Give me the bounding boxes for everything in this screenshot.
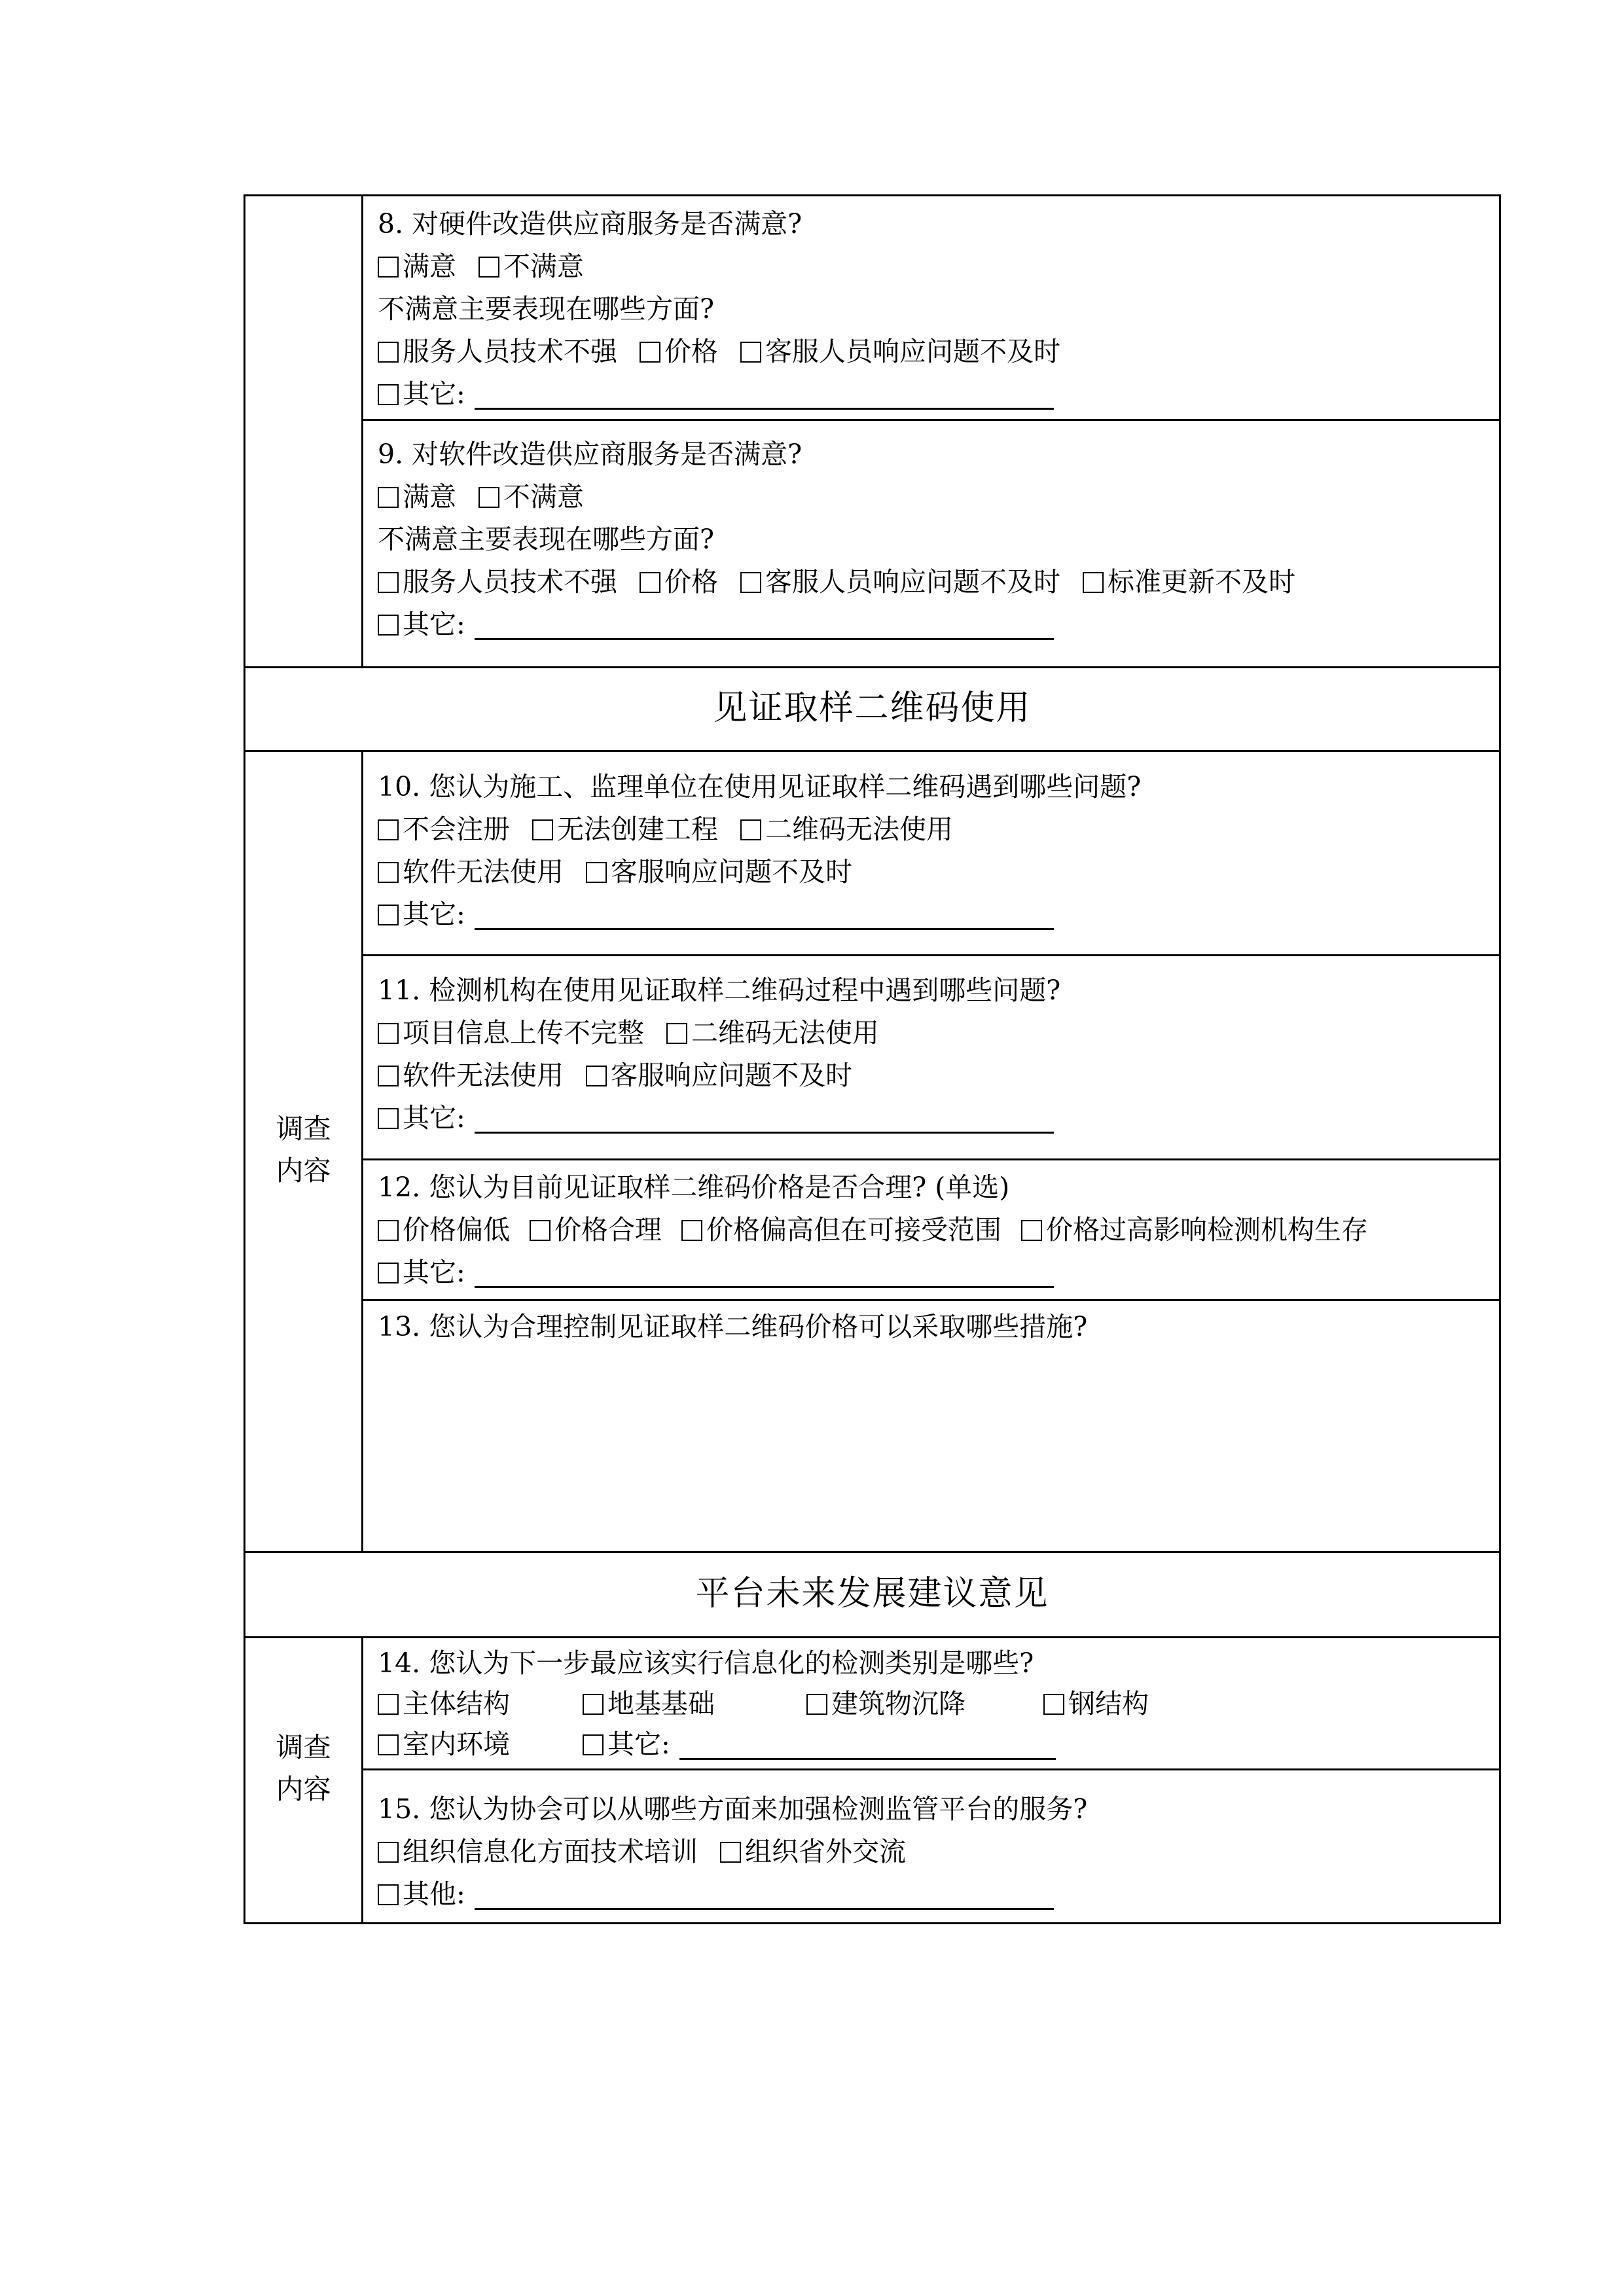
checkbox[interactable] [806,1694,827,1715]
option-customer-service[interactable]: 客服人员响应问题不及时 [740,561,1060,603]
checkbox[interactable] [478,257,499,278]
checkbox[interactable] [378,572,399,593]
option-other[interactable]: 其它: [378,373,1054,416]
checkbox[interactable] [378,615,399,636]
question-text: 13. 您认为合理控制见证取样二维码价格可以采取哪些措施? [378,1311,1088,1342]
checkbox[interactable] [378,862,399,883]
checkbox[interactable] [640,572,660,593]
row-divider [361,1158,1499,1160]
column-divider [361,196,363,666]
checkbox[interactable] [378,905,399,925]
row-divider [361,419,1499,421]
question-15 [378,1788,1486,1916]
option-standard-update[interactable]: 标准更新不及时 [1083,561,1295,603]
checkbox[interactable] [586,862,607,883]
checkbox[interactable] [378,1694,399,1715]
option-indoor-environment[interactable]: 室内环境 [378,1724,510,1765]
checkbox[interactable] [666,1023,687,1044]
checkbox[interactable] [740,342,761,363]
row-divider [361,1299,1499,1301]
checkbox[interactable] [1043,1694,1064,1715]
option-price-high-acceptable[interactable]: 价格偏高但在可接受范围 [681,1209,1001,1251]
row-divider [245,750,1499,752]
option-exchange[interactable]: 组织省外交流 [720,1831,906,1873]
option-create-project[interactable]: 无法创建工程 [532,808,718,851]
section-title-future: 平台未来发展建议意见 [695,1574,1049,1613]
other-input-line[interactable] [475,1257,1054,1288]
option-other[interactable]: 其它: [378,603,1054,646]
option-customer-service[interactable]: 客服人员响应问题不及时 [740,331,1060,373]
checkbox[interactable] [378,1263,399,1283]
option-other[interactable]: 其它: [378,1097,1054,1139]
checkbox[interactable] [378,1842,399,1863]
checkbox[interactable] [740,572,761,593]
option-price[interactable]: 价格 [640,331,718,373]
sub-question-text: 不满意主要表现在哪些方面? [378,293,714,325]
row-divider [245,1636,1499,1638]
checkbox[interactable] [478,487,499,508]
checkbox[interactable] [378,384,399,405]
other-input-line[interactable] [679,1729,1056,1760]
row-divider [361,954,1499,956]
checkbox[interactable] [740,819,761,840]
option-settlement[interactable]: 建筑物沉降 [806,1683,965,1724]
checkbox[interactable] [378,1220,399,1241]
checkbox[interactable] [378,342,399,363]
question-10 [378,766,1486,936]
option-foundation[interactable]: 地基基础 [583,1683,715,1724]
option-steel-structure[interactable]: 钢结构 [1043,1683,1149,1724]
checkbox[interactable] [378,1023,399,1044]
checkbox[interactable] [378,257,399,278]
checkbox[interactable] [1083,572,1104,593]
question-text: 8. 对硬件改造供应商服务是否满意? [378,208,803,240]
option-price-reasonable[interactable]: 价格合理 [530,1209,662,1251]
other-input-line[interactable] [475,1103,1054,1134]
checkbox[interactable] [1021,1220,1042,1241]
option-tech[interactable]: 服务人员技术不强 [378,561,617,603]
other-input-line[interactable] [475,899,1054,930]
option-software-unusable[interactable]: 软件无法使用 [378,1054,564,1097]
question-text: 10. 您认为施工、监理单位在使用见证取样二维码遇到哪些问题? [378,771,1142,802]
option-register[interactable]: 不会注册 [378,808,510,851]
option-unsatisfied[interactable]: 不满意 [478,476,584,518]
checkbox[interactable] [681,1220,702,1241]
side-label-survey-content: 调查 内容 [276,1731,331,1805]
question-14 [378,1643,1486,1765]
checkbox[interactable] [378,1108,399,1129]
checkbox[interactable] [530,1220,550,1241]
option-price[interactable]: 价格 [640,561,718,603]
survey-table [244,194,1501,1924]
option-price-low[interactable]: 价格偏低 [378,1209,510,1251]
option-other[interactable]: 其他: [378,1873,1054,1916]
checkbox[interactable] [532,819,553,840]
checkbox[interactable] [583,1694,604,1715]
option-customer-service[interactable]: 客服响应问题不及时 [586,1054,852,1097]
option-unsatisfied[interactable]: 不满意 [478,245,584,288]
option-customer-service[interactable]: 客服响应问题不及时 [586,851,852,893]
option-satisfied[interactable]: 满意 [378,476,456,518]
other-input-line[interactable] [475,1879,1054,1910]
column-divider [361,1636,363,1924]
option-satisfied[interactable]: 满意 [378,245,456,288]
row-divider [361,1768,1499,1770]
option-main-structure[interactable]: 主体结构 [378,1683,510,1724]
question-13 [378,1306,1486,1538]
sub-question-text: 不满意主要表现在哪些方面? [378,524,714,555]
checkbox[interactable] [378,487,399,508]
row-divider [245,1551,1499,1553]
checkbox[interactable] [378,1884,399,1905]
option-other[interactable]: 其它: [583,1724,1056,1765]
option-qr-unusable[interactable]: 二维码无法使用 [666,1012,879,1054]
checkbox[interactable] [586,1066,607,1086]
answer-area[interactable] [378,1348,1486,1538]
option-software-unusable[interactable]: 软件无法使用 [378,851,564,893]
checkbox[interactable] [378,819,399,840]
question-text: 14. 您认为下一步最应该实行信息化的检测类别是哪些? [378,1647,1034,1679]
question-8 [378,203,1486,416]
question-text: 11. 检测机构在使用见证取样二维码过程中遇到哪些问题? [378,975,1061,1006]
other-input-line[interactable] [475,609,1054,640]
section-title-qr: 见证取样二维码使用 [713,689,1032,728]
other-input-line[interactable] [475,379,1054,410]
column-divider [361,750,363,1551]
option-price-too-high[interactable]: 价格过高影响检测机构生存 [1021,1209,1368,1251]
option-tech[interactable]: 服务人员技术不强 [378,331,617,373]
question-text: 15. 您认为协会可以从哪些方面来加强检测监管平台的服务? [378,1793,1088,1825]
question-11 [378,969,1486,1139]
checkbox[interactable] [378,1066,399,1086]
checkbox[interactable] [378,1734,399,1755]
option-training[interactable]: 组织信息化方面技术培训 [378,1831,698,1873]
question-text: 12. 您认为目前见证取样二维码价格是否合理? (单选) [378,1172,1010,1203]
side-label-survey-content: 调查 内容 [276,1113,331,1187]
option-qr-unusable[interactable]: 二维码无法使用 [740,808,953,851]
row-divider [245,666,1499,668]
question-9 [378,433,1486,646]
option-incomplete-upload[interactable]: 项目信息上传不完整 [378,1012,644,1054]
checkbox[interactable] [720,1842,741,1863]
checkbox[interactable] [583,1734,604,1755]
question-12 [378,1166,1486,1294]
option-other[interactable]: 其它: [378,1251,1054,1294]
checkbox[interactable] [640,342,660,363]
option-other[interactable]: 其它: [378,893,1054,936]
question-text: 9. 对软件改造供应商服务是否满意? [378,439,803,470]
